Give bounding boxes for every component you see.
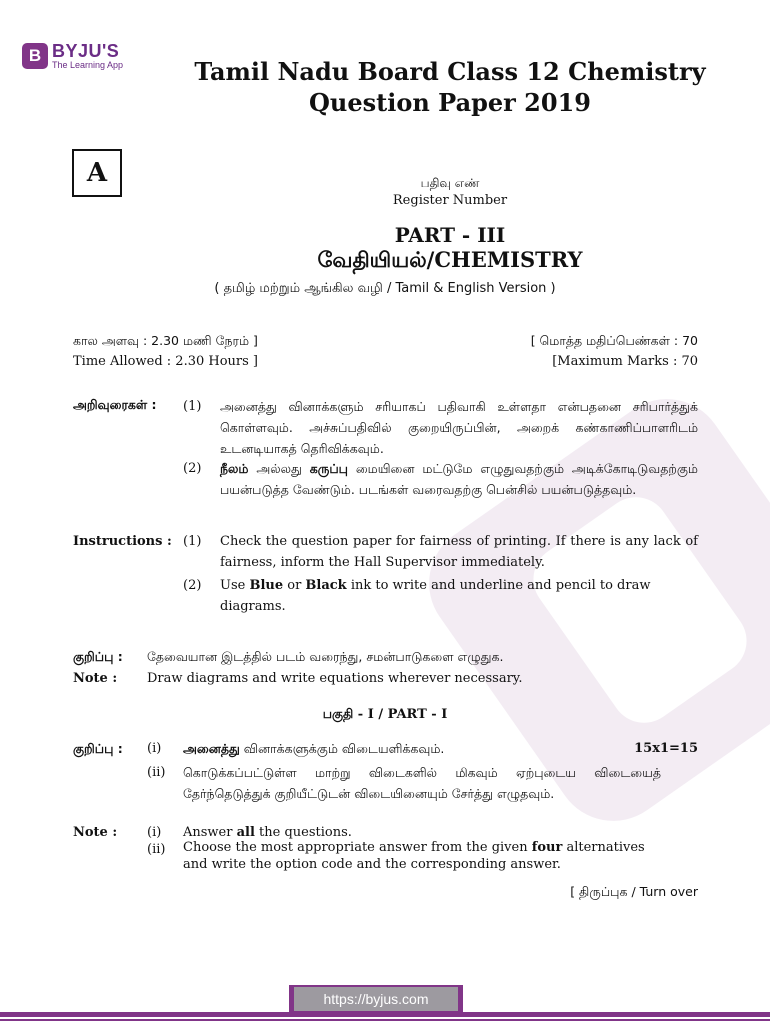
page-title: Tamil Nadu Board Class 12 Chemistry Question Paper 2019 (194, 57, 706, 117)
subject-separator: / (426, 247, 435, 272)
part-heading: PART - III (394, 223, 506, 247)
note2-english-num-1: (i) (147, 825, 162, 840)
instruction-tamil-num-1: (1) (183, 399, 202, 414)
instruction-tamil-1: அனைத்து வினாக்களும் சரியாகப் பதிவாகி உள்ளதா என்பதனை சரிபார்த்துக் கொள்ளவும். அச்சுப்பதிவில் குறையிருப்பின், அறைக் கண்காணிப்பாளரிடம் உடனடியாகத் தெரிவிக்கவும். (220, 399, 698, 456)
max-marks-tamil: [ மொத்த மதிப்பெண்கள் : 70 (530, 333, 698, 348)
instructions-tamil-label: அறிவுரைகள் : (73, 397, 157, 412)
register-number-tamil: பதிவு எண் (420, 176, 480, 190)
time-allowed-tamil: கால அளவு : 2.30 மணி நேரம் ] (73, 333, 258, 348)
note2-english-1: Answer all the questions. (183, 825, 352, 840)
register-number-label: Register Number (392, 193, 508, 208)
subject-heading (120, 247, 770, 275)
byjus-logo-icon: B (22, 43, 48, 69)
note2-tamil-1: அனைத்து வினாக்களுக்கும் விடையளிக்கவும். (183, 741, 445, 756)
instruction-english-num-2: (2) (183, 578, 202, 593)
section-marks: 15x1=15 (634, 741, 698, 756)
footer-url[interactable]: https://byjus.com (294, 987, 458, 1011)
note2-tamil-2: கொடுக்கப்பட்டுள்ள மாற்று விடைகளில் மிகவும் ஏற்புடைய விடையைத் தேர்ந்தெடுத்துக் குறியீட்டுடன் விடையினையும் சேர்த்து எழுதவும். (183, 765, 661, 801)
instruction-tamil-2: நீலம் அல்லது கருப்பு மையினை மட்டுமே எழுதுவதற்கும் அடிக்கோடிடுவதற்கும் பயன்படுத்த வேண்டும். படங்கள் வரைவதற்கு பென்சில் பயன்படுத்தவும். (220, 461, 698, 497)
note2-tamil-num-1: (i) (147, 741, 162, 756)
medium-version: ( தமிழ் மற்றும் ஆங்கில வழி / Tamil & English Version ) (214, 281, 556, 296)
brand-logo (22, 42, 123, 70)
note2-english-2: Choose the most appropriate answer from the given four alternatives and write the option code and the corresponding answer. (183, 840, 645, 872)
note2-tamil-label: குறிப்பு : (73, 741, 123, 756)
instruction-english-2: Use Blue or Black ink to write and underline and pencil to draw diagrams. (220, 578, 651, 614)
instruction-english-num-1: (1) (183, 534, 202, 549)
note2-english-label: Note : (73, 825, 118, 840)
section-heading: பகுதி - I / PART - I (322, 706, 448, 722)
time-allowed: Time Allowed : 2.30 Hours ] (73, 354, 259, 369)
footer-bar-thin (0, 1019, 770, 1021)
subject-english: CHEMISTRY (434, 247, 583, 272)
note-tamil-label: குறிப்பு : (73, 649, 123, 664)
note-english-text: Draw diagrams and write equations wherever necessary. (147, 671, 523, 686)
set-code-box: A (72, 149, 122, 197)
note-english-label: Note : (73, 671, 118, 686)
instructions-english-label: Instructions : (73, 534, 172, 549)
instruction-tamil-num-2: (2) (183, 461, 202, 476)
brand-tagline: The Learning App (52, 60, 124, 70)
instruction-english-1: Check the question paper for fairness of printing. If there is any lack of fairness, inform the Hall Supervisor immediately. (220, 534, 698, 570)
subject-tamil: வேதியியல் (317, 248, 427, 272)
footer-url-badge[interactable] (289, 985, 463, 1013)
brand-name: BYJU'S (52, 41, 120, 61)
note2-english-num-2: (ii) (147, 842, 166, 857)
turn-over: [ திருப்புக / Turn over (570, 884, 698, 899)
note2-tamil-num-2: (ii) (147, 765, 166, 780)
max-marks: [Maximum Marks : 70 (552, 354, 698, 369)
note-tamil-text: தேவையான இடத்தில் படம் வரைந்து, சமன்பாடுகளை எழுதுக. (147, 649, 504, 664)
